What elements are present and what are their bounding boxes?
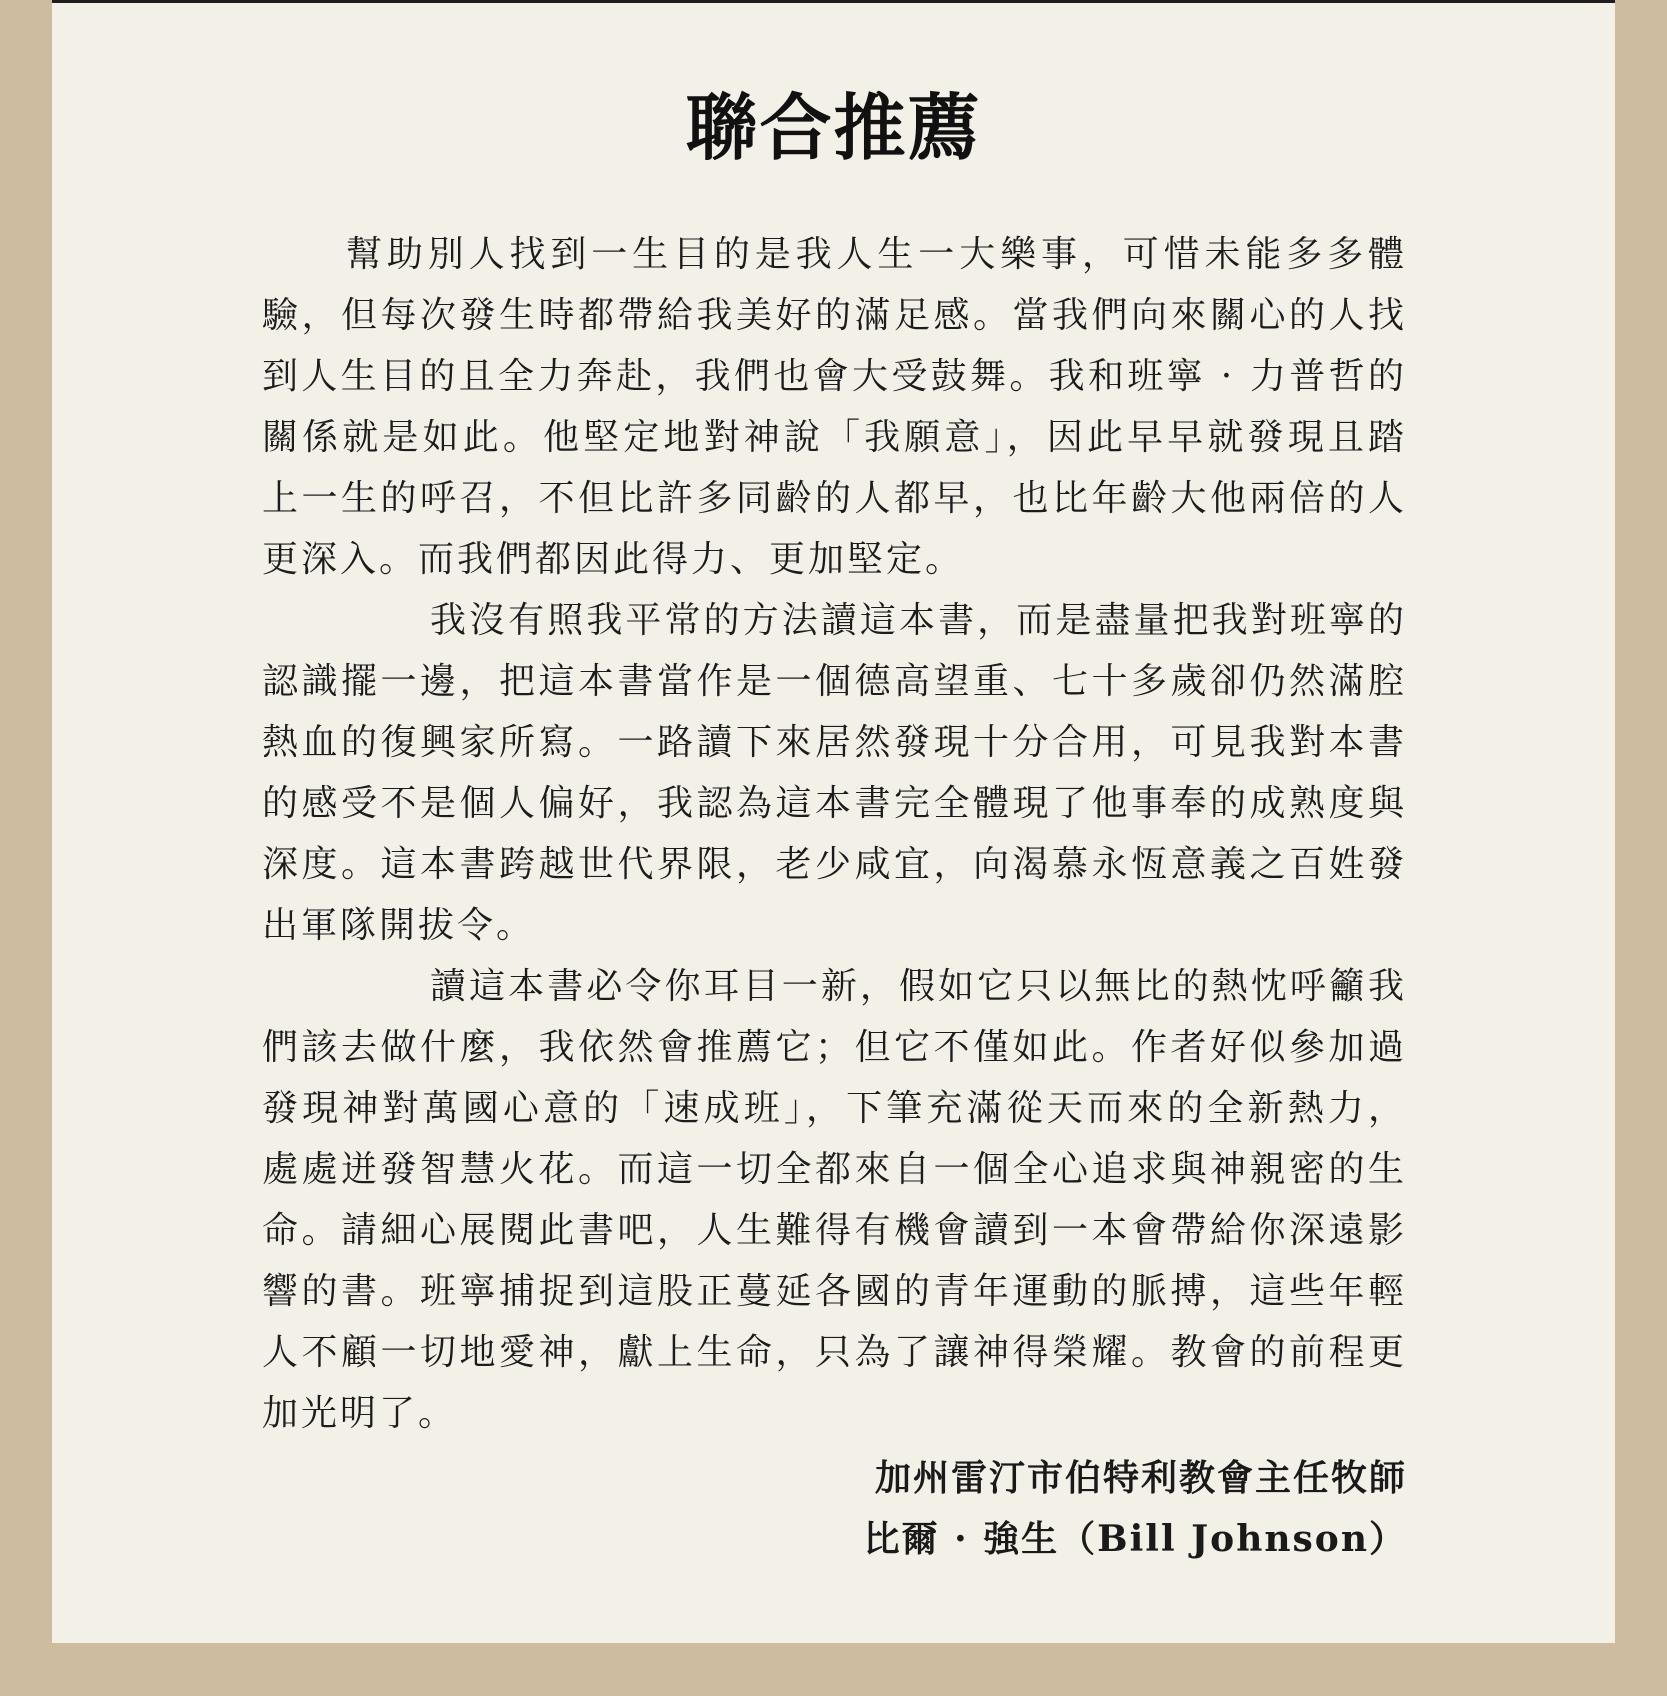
paragraph-1: 幫助別人找到一生目的是我人生一大樂事，可惜未能多多體驗，但每次發生時都帶給我美好的滿足感。當我們向來關心的人找到人生目的且全力奔赴，我們也會大受鼓舞。我和班寧 · 力普哲的關係就是如此。他堅定地對神說「我願意」，因此早早就發現且踏上一生的呼召，不但比許多同齡的人都早，也比年齡大他兩倍的人更深入。而我們都因此得力、更加堅定。 [262,234,1407,580]
paragraph-2: 我沒有照我平常的方法讀這本書，而是盡量把我對班寧的認識擺一邊，把這本書當作是一個德高望重、七十多歲卻仍然滿腔熱血的復興家所寫。一路讀下來居然發現十分合用，可見我對本書的感受不是個人偏好，我認為這本書完全體現了他事奉的成熟度與深度。這本書跨越世代界限，老少咸宜，向渴慕永恆意義之百姓發出軍隊開拔令。 [262,600,1407,946]
signature-name: 比爾 · 強生（Bill Johnson） [863,1518,1407,1560]
document-page [52,0,1615,1643]
signature-title: 加州雷汀市伯特利教會主任牧師 [874,1457,1407,1499]
top-rule [52,0,1615,3]
signature-block [262,1448,1407,1570]
paragraph-3: 讀這本書必令你耳目一新，假如它只以無比的熱忱呼籲我們該去做什麼，我依然會推薦它；但它不僅如此。作者好似參加過發現神對萬國心意的「速成班」，下筆充滿從天而來的全新熱力，處處迸發智慧火花。而這一切全都來自一個全心追求與神親密的生命。請細心展閱此書吧，人生難得有機會讀到一本會帶給你深遠影響的書。班寧捕捉到這股正蔓延各國的青年運動的脈搏，這些年輕人不顧一切地愛神，獻上生命，只為了讓神得榮耀。教會的前程更加光明了。 [262,966,1407,1434]
page-title: 聯合推薦 [685,85,982,170]
body-text [262,224,1407,1570]
